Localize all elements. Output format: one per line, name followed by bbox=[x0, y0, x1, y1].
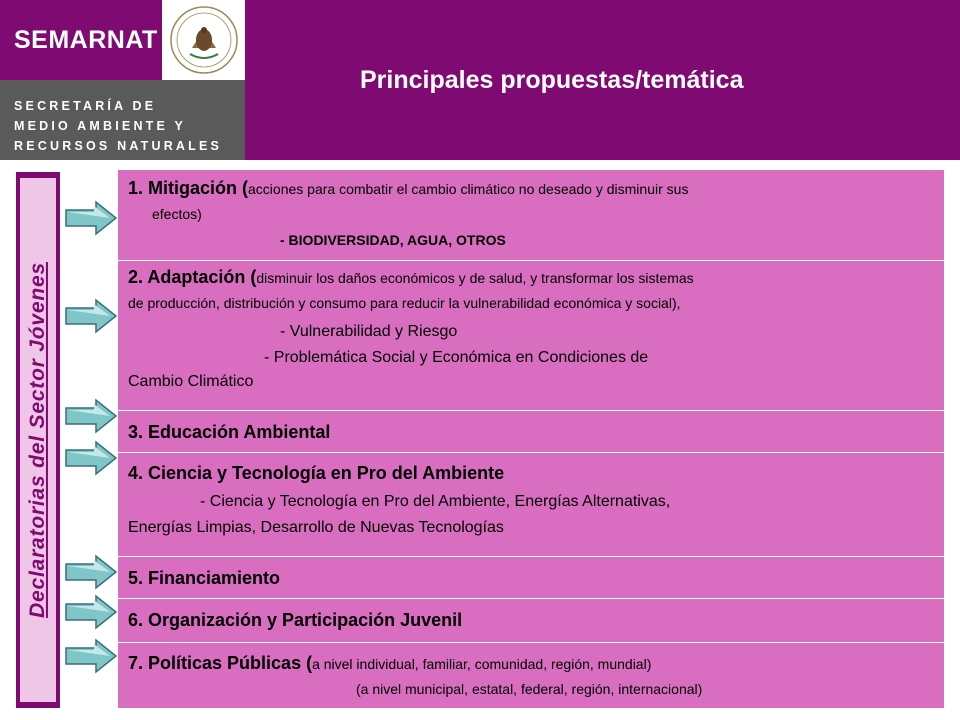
table-row bbox=[118, 598, 944, 642]
row-heading: 1. Mitigación ( bbox=[128, 178, 249, 198]
table-row bbox=[118, 556, 944, 598]
table-row bbox=[118, 642, 944, 708]
arrow-icon bbox=[64, 298, 118, 334]
vertical-banner bbox=[16, 172, 60, 708]
seal-container bbox=[162, 0, 245, 80]
logo-subtitle bbox=[14, 96, 222, 156]
proposals-table bbox=[118, 170, 944, 708]
arrow-icon bbox=[64, 398, 118, 434]
logo-subtitle-line: SECRETARÍA DE bbox=[14, 99, 157, 113]
row-subitem: - BIODIVERSIDAD, AGUA, OTROS bbox=[280, 232, 506, 248]
logo bbox=[0, 0, 245, 160]
row-line bbox=[128, 267, 694, 288]
row-heading: 4. Ciencia y Tecnología en Pro del Ambiente bbox=[128, 463, 505, 483]
logo-subtitle-line: RECURSOS NATURALES bbox=[14, 139, 223, 153]
row-heading: 7. Políticas Públicas ( bbox=[128, 653, 313, 673]
row-subitem: - Vulnerabilidad y Riesgo bbox=[280, 323, 458, 340]
page-title: Principales propuestas/temática bbox=[360, 66, 744, 94]
arrow-icon bbox=[64, 200, 118, 236]
row-heading: 6. Organización y Participación Juvenil bbox=[128, 610, 463, 630]
vertical-banner-text: Declaratorias del Sector Jóvenes bbox=[26, 262, 49, 618]
table-row bbox=[118, 260, 944, 410]
table-row bbox=[118, 170, 944, 260]
row-subitem: - Problemática Social y Económica en Condiciones de bbox=[264, 349, 649, 366]
vertical-banner-label bbox=[22, 178, 54, 702]
arrow-icon bbox=[64, 554, 118, 590]
row-heading: 5. Financiamiento bbox=[128, 568, 281, 588]
arrow-icon bbox=[64, 638, 118, 674]
row-line: efectos) bbox=[152, 206, 202, 222]
row-line: de producción, distribución y consumo para reducir la vulnerabilidad económica y social), bbox=[128, 295, 681, 311]
table-row bbox=[118, 452, 944, 556]
vertical-banner-inner bbox=[20, 178, 56, 702]
table-row bbox=[118, 410, 944, 452]
row-heading: 2. Adaptación ( bbox=[128, 267, 257, 287]
row-paren-text: disminuir los daños económicos y de salud, y transformar los sistemas bbox=[256, 270, 694, 286]
national-seal-icon bbox=[168, 4, 240, 76]
row-subitem: Cambio Climático bbox=[128, 373, 254, 390]
row-line bbox=[128, 653, 651, 674]
row-paren-text: a nivel individual, familiar, comunidad, región, mundial) bbox=[312, 656, 652, 672]
row-subitem: Energías Limpias, Desarrollo de Nuevas Tecnologías bbox=[128, 519, 504, 536]
row-subitem: - Ciencia y Tecnología en Pro del Ambiente, Energías Alternativas, bbox=[200, 493, 671, 510]
row-heading: 3. Educación Ambiental bbox=[128, 422, 331, 442]
row-line: (a nivel municipal, estatal, federal, región, internacional) bbox=[356, 681, 703, 697]
row-line bbox=[128, 178, 688, 199]
arrow-icon bbox=[64, 594, 118, 630]
logo-subtitle-line: MEDIO AMBIENTE Y bbox=[14, 119, 187, 133]
arrow-icon bbox=[64, 440, 118, 476]
logo-wordmark: SEMARNAT bbox=[14, 26, 158, 54]
row-paren-text: acciones para combatir el cambio climático no deseado y disminuir sus bbox=[248, 181, 689, 197]
